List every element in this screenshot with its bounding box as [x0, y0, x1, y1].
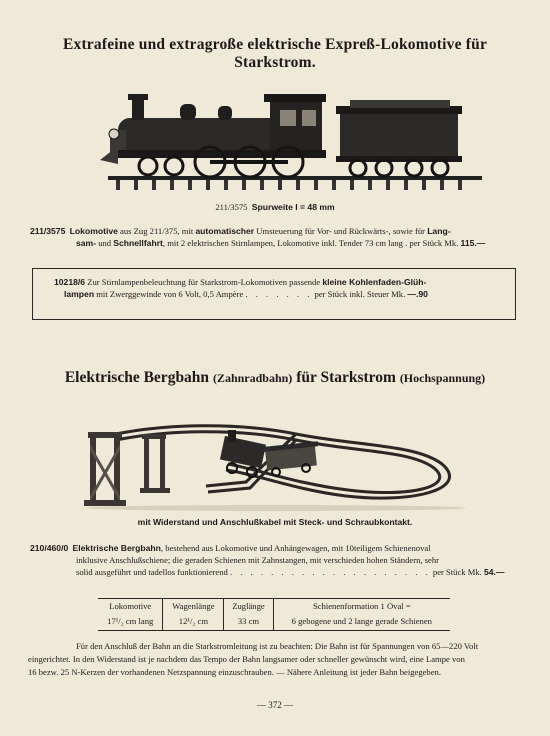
item-bold: kleine Kohlenfaden-Glüh- [322, 277, 427, 287]
item-price-label: per Stück Mk. [430, 567, 484, 578]
item-price: —.90 [407, 289, 428, 300]
item-bold: Schnellfahrt [113, 238, 163, 249]
table-cell: 12¹/₂ cm [163, 614, 224, 631]
item-text: aus Zug 211/375, mit [117, 226, 196, 236]
table-header: Zuglänge [224, 599, 273, 615]
table-header: Lokomotive [98, 599, 163, 615]
locomotive-item-line2 [30, 237, 524, 249]
item-bold: lampen [64, 289, 95, 300]
item-bold: Lang- [427, 226, 451, 236]
page-number: — 372 — [257, 700, 293, 710]
locomotive-body [100, 94, 326, 164]
item-price-label: . per Stück Mk. [402, 238, 461, 249]
item-text: solid ausgeführt und tadellos funktionierend [76, 567, 228, 578]
item-text: Zur Stirnlampenbeleuchtung für Starkstrom-Lokomotiven passende [85, 277, 323, 287]
table-header: Wagenlänge [163, 599, 224, 615]
item-bold: automatischer [195, 226, 255, 236]
express-locomotive-illustration [88, 84, 484, 192]
table-cell: 17¹/₂ cm lang [98, 614, 163, 631]
heading-bergbahn [24, 369, 526, 387]
heading-express-locomotive: Extrafeine und extragroße elektrische Expreß-Lokomotive für Starkstrom. [62, 36, 488, 71]
locomotive-item [30, 225, 524, 249]
heading-part: für Starkstrom [292, 369, 400, 386]
item-price-label: per Stück inkl. Steuer Mk. [312, 289, 408, 300]
bergbahn-item-line3 [30, 566, 524, 578]
heading-part-small: (Zahnradbahn) [212, 371, 293, 385]
locomotive-caption-gauge: Spurweite I = 48 mm [251, 202, 335, 212]
item-bold: sam- [76, 238, 97, 249]
locomotive-caption [180, 202, 370, 212]
trestle-supports [84, 432, 170, 506]
item-number: 211/3575 [30, 226, 66, 236]
bergbahn-caption [80, 517, 470, 527]
table-cell: 33 cm [224, 614, 273, 631]
item-lead: Elektrische Bergbahn [72, 543, 161, 553]
item-text: , mit 2 elektrischen Stirnlampen, Lokomotive inkl. Tender 73 cm lang [162, 238, 403, 249]
bergbahn-wagon [264, 441, 318, 476]
lamp-item [54, 276, 506, 300]
ground-shadow [86, 505, 466, 511]
note-line: eingerichtet. In den Widerstand ist je nachdem das Tempo der Bahn langsamer oder schneller gewünscht wird, eine Lampe von [28, 654, 465, 664]
item-number: 10218/6 [54, 277, 86, 287]
bergbahn-item [30, 542, 524, 579]
locomotive-item-line1 [30, 225, 524, 237]
item-price: 54.— [483, 567, 505, 578]
locomotive-track [108, 176, 482, 190]
bergbahn-illustration [76, 404, 472, 514]
bergbahn-caption-text: mit Widerstand und Anschlußkabel mit Steck- und Schraubkontakt. [137, 517, 413, 527]
item-text: mit Zwerggewinde von 6 Volt, 0,5 Ampère [94, 289, 244, 300]
leader-dots: . . . . . . . . . . . . . . . . . . . . [229, 567, 431, 578]
locomotive-caption-number: 211/3575 [215, 202, 248, 212]
table-row [98, 599, 450, 615]
item-text: Umsteuerung für Vor- und Rückwärts-, sowie für [254, 226, 428, 236]
connection-note [28, 640, 520, 679]
bergbahn-item-line1 [30, 542, 524, 554]
item-number: 210/460/0 [30, 543, 69, 553]
leader-dots: . . . . . . . [245, 289, 313, 300]
table-cell: 6 gebogene und 2 lange gerade Schienen [273, 614, 450, 631]
spec-table [98, 598, 450, 631]
item-price: 115.— [460, 238, 486, 249]
item-lead: Lokomotive [69, 226, 118, 236]
note-line: Für den Anschluß der Bahn an die Starkstromleitung ist zu beachten: Die Bahn ist für Spannungen von 65—220 Volt [76, 641, 479, 651]
note-line: 16 bezw. 25 N-Kerzen der vorhandenen Netzspannung einzuschrauben. — Nähere Anleitung ist jeder Bahn beigegeben. [28, 667, 441, 677]
heading-part: Elektrische Bergbahn [64, 369, 213, 386]
lamp-item-line2 [54, 288, 506, 300]
table-header: Schienenformation 1 Oval = [273, 599, 450, 615]
tender [336, 100, 462, 176]
bergbahn-item-line2: inklusive Anschlußschiene; die geraden Schienen mit Zahnstangen, mit verschieden hohen Ständern, sehr [76, 555, 439, 566]
lamp-item-line1 [54, 276, 506, 288]
item-text: , bestehend aus Lokomotive und Anhängewagen, mit 10teiligem Schienenoval [160, 543, 431, 553]
table-row [98, 614, 450, 631]
heading-part-small: (Hochspannung) [399, 371, 486, 385]
item-text: und [96, 238, 114, 249]
